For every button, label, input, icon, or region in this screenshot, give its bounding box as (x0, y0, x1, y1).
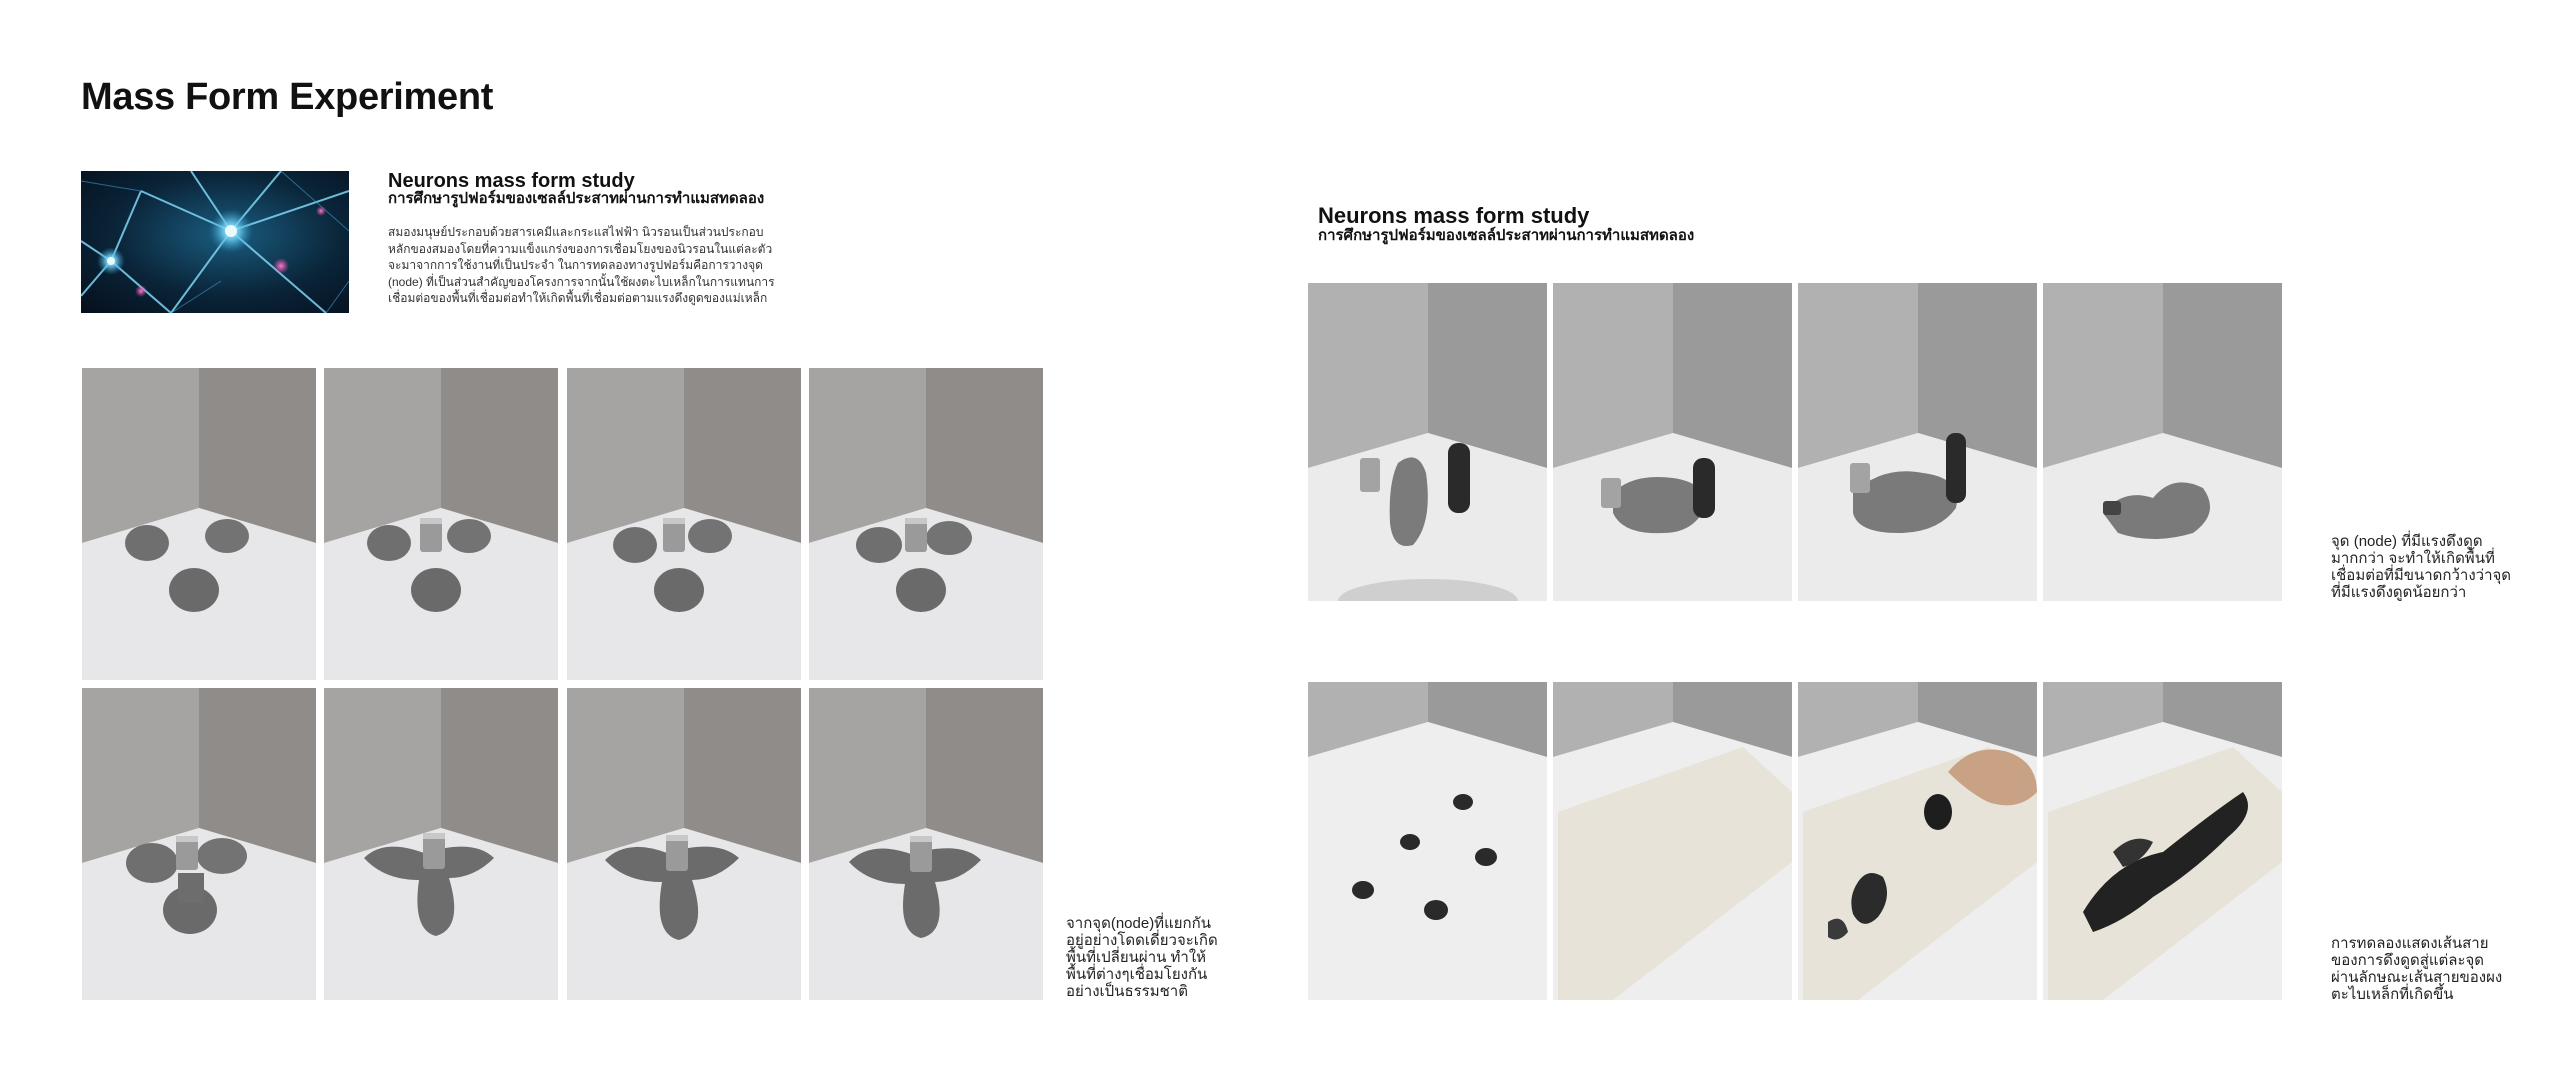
sprinkling-iron-filings-photo (1798, 682, 2037, 1000)
blobs-with-magnet-stack-photo (324, 368, 558, 680)
caption-line: จุด (node) ที่มีแรงดึงดูด (2331, 533, 2483, 550)
intro-line: สมองมนุษย์ประกอบด้วยสารเคมีและกระแสไฟฟ้า นิวรอนเป็นส่วนประกอบ (388, 225, 764, 239)
right-study-subtitle: การศึกษารูปฟอร์มของเซลล์ประสาทผ่านการทำแมสทดลอง (1318, 227, 1695, 244)
neuron-network-image (81, 171, 349, 313)
caption-line: พื้นที่เปลี่ยนผ่าน ทำให้ (1066, 949, 1207, 966)
caption-line: อย่างเป็นธรรมชาติ (1066, 983, 1188, 1000)
caption-line: จากจุด(node)ที่แยกกัน (1066, 915, 1211, 932)
five-magnets-layout-photo (1308, 682, 1547, 1000)
blobs-with-magnet-stack-photo (809, 368, 1043, 680)
mass-pulled-to-magnets-photo (1553, 283, 1792, 601)
iron-filings-pattern-photo (2043, 682, 2282, 1000)
caption-line: เชื่อมต่อที่มีขนาดกว้างว่าจุด (2331, 567, 2512, 584)
intro-paragraph (388, 224, 803, 307)
caption-line: ของการดึงดูดสู่แต่ละจุด (2331, 952, 2485, 969)
mass-drawn-to-small-magnet-photo (2043, 283, 2282, 601)
caption-line: มากกว่า จะทำให้เกิดพื้นที่ (2331, 550, 2495, 567)
paper-over-magnets-photo (1553, 682, 1792, 1000)
merged-blob-photo (324, 688, 558, 1000)
connected-blobs-photo (82, 688, 316, 1000)
merged-blob-photo (809, 688, 1043, 1000)
caption-line: พื้นที่ต่างๆเชื่อมโยงกัน (1066, 966, 1208, 983)
caption-line: อยู่อย่างโดดเดี่ยวจะเกิด (1066, 932, 1218, 949)
caption-line: ที่มีแรงดึงดูดน้อยกว่า (2331, 584, 2467, 601)
caption-line: ตะไบเหล็กที่เกิดขึ้น (2331, 986, 2454, 1003)
mass-pulled-to-magnets-photo (1798, 283, 2037, 601)
intro-line: หลักของสมองโดยที่ความแข็งแกร่งของการเชื่อมโยงของนิวรอนในแต่ละตัว (388, 241, 773, 256)
intro-line: เชื่อมต่อของพื้นที่เชื่อมต่อทำให้เกิดพื้นที่เชื่อมต่อตามแรงดึงดูดของแม่เหล็ก (388, 291, 768, 306)
left-study-subtitle: การศึกษารูปฟอร์มของเซลล์ประสาทผ่านการทำแมสทดลอง (388, 190, 765, 207)
caption-line: ผ่านลักษณะเส้นสายของผง (2331, 969, 2503, 986)
page-title: Mass Form Experiment (81, 76, 494, 118)
three-separate-clay-blobs-photo (82, 368, 316, 680)
intro-line: จะมาจากการใช้งานที่เป็นประจำ ในการทดลองทางรูปฟอร์มคือการวางจุด (388, 258, 763, 273)
right-caption-top (2331, 533, 2541, 601)
right-caption-bottom (2331, 935, 2541, 1003)
intro-line: (node) ที่เป็นส่วนสำคัญของโครงการจากนั้นใช้ผงตะไบเหล็กในการแทนการ (388, 274, 775, 289)
long-mass-between-magnets-photo (1308, 283, 1547, 601)
left-caption (1066, 915, 1246, 1000)
right-study-title: Neurons mass form study (1318, 203, 1590, 228)
left-study-title: Neurons mass form study (388, 170, 635, 192)
merged-blob-photo (567, 688, 801, 1000)
blobs-with-magnet-stack-photo (567, 368, 801, 680)
caption-line: การทดลองแสดงเส้นสาย (2331, 935, 2489, 952)
